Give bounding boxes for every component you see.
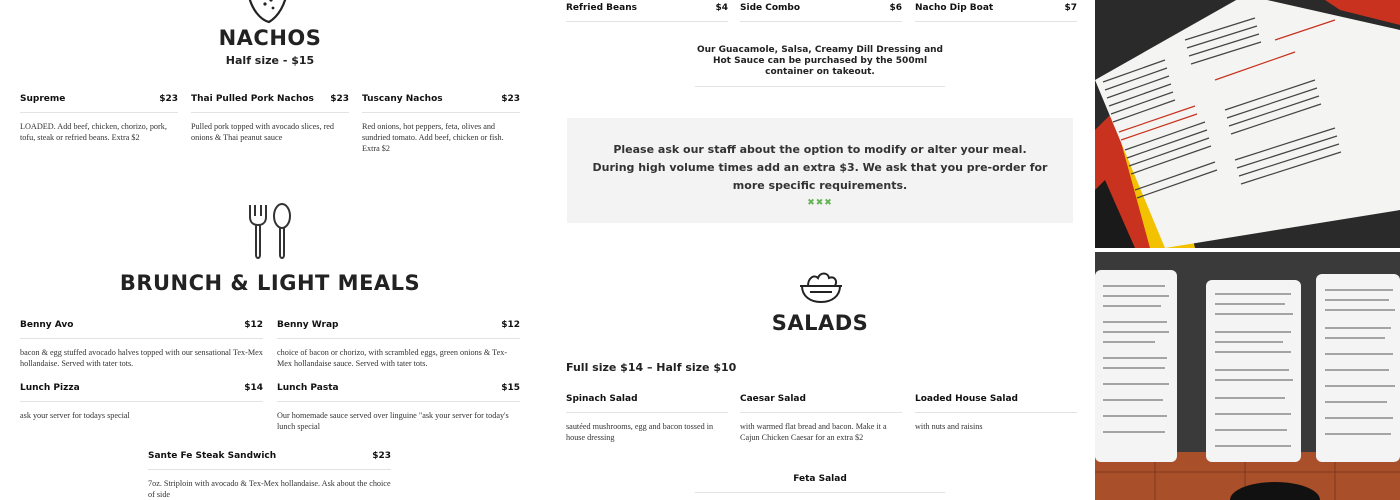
decorative-stars-icon: ✖✖✖ [807,198,833,208]
item-description: Our homemade sauce served over linguine "ask your server for today's lunch special [277,411,509,431]
menu-item-sante-fe-steak-sandwich [148,451,391,500]
item-name: Benny Wrap [277,320,339,330]
item-price: $23 [330,94,349,104]
salads-subtitle: Full size $14 – Half size $10 [566,361,737,374]
item-price: $15 [501,383,520,393]
notice-text: Please ask our staff about the option to modify or alter your meal. During high volume times add an extra $3. We ask that you pre-order for more specific requirements. [592,143,1048,192]
menu-photo-closeup [1095,0,1400,248]
menu-item-spinach-salad [566,394,728,443]
modification-notice [567,118,1073,223]
item-name: Caesar Salad [740,394,806,404]
item-price: $23 [501,94,520,104]
menu-item-lunch-pizza [20,383,263,421]
item-price: $14 [244,383,263,393]
item-name: Tuscany Nachos [362,94,443,104]
side-item-side-combo [740,3,902,22]
brunch-title: BRUNCH & LIGHT MEALS [119,271,421,295]
item-description: Red onions, hot peppers, feta, olives and sundried tomato. Add beef, chicken or fish. Extra $2 [362,122,504,153]
item-description: 7oz. Striploin with avocado & Tex-Mex hollandaise. Ask about the choice of side [148,479,391,499]
item-price: $23 [159,94,178,104]
photo-column [1095,0,1400,500]
item-description: ask your server for todays special [20,411,130,420]
item-description: bacon & egg stuffed avocado halves topped with our sensational Tex-Mex hollandaise. Served with tater tots. [20,348,263,368]
item-price: $6 [889,3,902,13]
menu-item-caesar-salad [740,394,902,443]
taco-icon [243,0,293,24]
item-price: $23 [372,451,391,461]
menu-item-benny-avo [20,320,263,369]
item-price: $7 [1064,3,1077,13]
item-price: $4 [715,3,728,13]
item-description: Pulled pork topped with avocado slices, red onions & Thai peanut sauce [191,122,335,142]
menu-item-tuscany-nachos [362,94,520,154]
menu-item-lunch-pasta [277,383,520,432]
item-name: Supreme [20,94,66,104]
item-name: Feta Salad [793,474,847,484]
fork-spoon-icon [244,203,296,261]
item-name: Nacho Dip Boat [915,3,994,13]
item-name: Refried Beans [566,3,637,13]
item-description: choice of bacon or chorizo, with scrambled eggs, green onions & Tex-Mex hollandaise sauce. Served with tater tots. [277,348,508,368]
item-description: sautéed mushrooms, egg and bacon tossed in house dressing [566,422,714,442]
item-name: Benny Avo [20,320,74,330]
item-name: Side Combo [740,3,801,13]
item-name: Sante Fe Steak Sandwich [148,451,277,461]
item-name: Lunch Pasta [277,383,339,393]
nachos-title: NACHOS [218,26,322,50]
item-name: Spinach Salad [566,394,638,404]
item-name: Loaded House Salad [915,394,1018,404]
menu-photo-boards [1095,252,1400,500]
side-item-nacho-dip-boat [915,3,1077,22]
item-name: Thai Pulled Pork Nachos [191,94,314,104]
container-note: Our Guacamole, Salsa, Creamy Dill Dressing and Hot Sauce can be purchased by the 500ml container on takeout. [695,45,945,87]
item-price: $12 [244,320,263,330]
menu-item-loaded-house-salad [915,394,1077,432]
menu-item-benny-wrap [277,320,520,369]
side-item-refried-beans [566,3,728,22]
menu-item-feta-salad [695,474,945,493]
item-price: $12 [501,320,520,330]
nachos-subtitle: Half size - $15 [225,54,315,67]
menu-item-supreme [20,94,178,143]
menu-column-left [0,0,540,500]
salad-bowl-icon [798,268,844,306]
menu-item-thai-pulled-pork-nachos [191,94,349,143]
menu-column-middle [545,0,1095,500]
item-description: with nuts and raisins [915,422,983,431]
item-description: LOADED. Add beef, chicken, chorizo, pork, tofu, steak or refried beans. Extra $2 [20,122,167,142]
item-name: Lunch Pizza [20,383,80,393]
salads-title: SALADS [771,311,869,335]
item-description: with warmed flat bread and bacon. Make it a Cajun Chicken Caesar for an extra $2 [740,422,887,442]
